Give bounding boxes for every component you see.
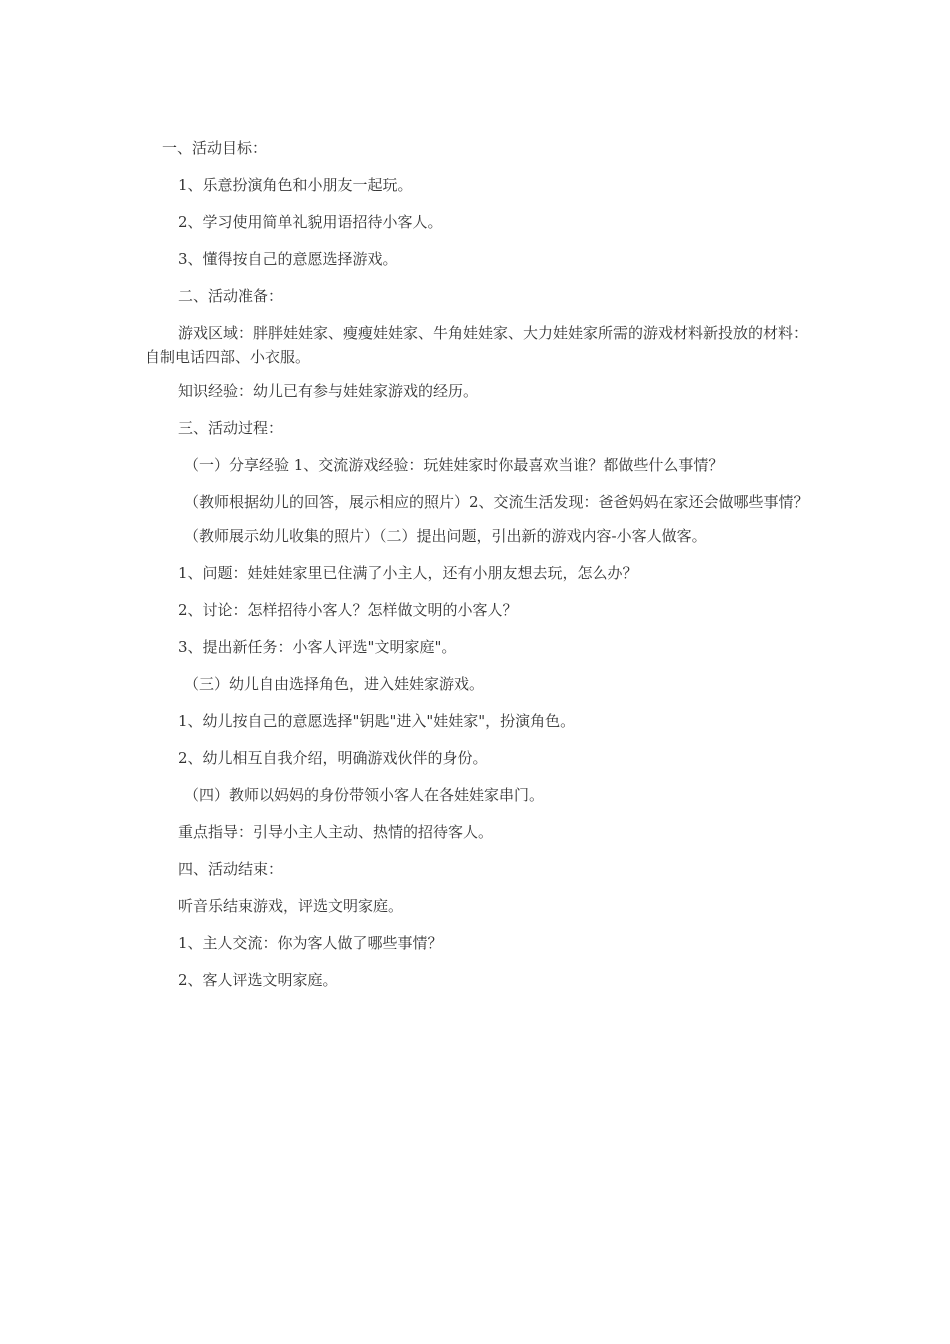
section-heading-preparation: 二、活动准备： xyxy=(178,287,284,305)
process-step-4: （四）教师以妈妈的身份带领小客人在各娃娃家串门。 xyxy=(184,786,545,804)
section-heading-process: 三、活动过程： xyxy=(178,419,284,437)
process-question: 1、问题：娃娃娃家里已住满了小主人，还有小朋友想去玩，怎么办？ xyxy=(178,564,638,582)
process-new-task: 3、提出新任务：小客人评选"文明家庭"。 xyxy=(178,638,457,656)
process-step-3-item-2: 2、幼儿相互自我介绍，明确游戏伙伴的身份。 xyxy=(178,749,488,767)
process-discussion: 2、讨论：怎样招待小客人？怎样做文明的小客人？ xyxy=(178,601,518,619)
goal-item-2: 2、学习使用简单礼貌用语招待小客人。 xyxy=(178,213,443,231)
process-step-1-note: （教师根据幼儿的回答，展示相应的照片）2、交流生活发现：爸爸妈妈在家还会做哪些事情？ xyxy=(184,493,809,511)
ending-item-2: 2、客人评选文明家庭。 xyxy=(178,971,338,989)
ending-intro: 听音乐结束游戏，评选文明家庭。 xyxy=(178,897,404,915)
goal-item-3: 3、懂得按自己的意愿选择游戏。 xyxy=(178,250,398,268)
process-step-3: （三）幼儿自由选择角色，进入娃娃家游戏。 xyxy=(184,675,485,693)
preparation-knowledge: 知识经验：幼儿已有参与娃娃家游戏的经历。 xyxy=(178,382,479,400)
goal-item-1: 1、乐意扮演角色和小朋友一起玩。 xyxy=(178,176,413,194)
process-step-1: （一）分享经验 1、交流游戏经验：玩娃娃家时你最喜欢当谁？都做些什么事情？ xyxy=(184,456,724,474)
process-step-2: （教师展示幼儿收集的照片）（二）提出问题，引出新的游戏内容-小客人做客。 xyxy=(184,527,707,545)
preparation-game-area: 游戏区域：胖胖娃娃家、瘦瘦娃娃家、牛角娃娃家、大力娃娃家所需的游戏材料新投放的材料：自制电话四部、小衣服。 xyxy=(145,324,809,366)
process-key-guidance: 重点指导：引导小主人主动、热情的招待客人。 xyxy=(178,823,494,841)
ending-item-1: 1、主人交流：你为客人做了哪些事情？ xyxy=(178,934,443,952)
section-heading-goals: 一、活动目标： xyxy=(162,139,268,157)
section-heading-ending: 四、活动结束： xyxy=(178,860,284,878)
process-step-3-item-1: 1、幼儿按自己的意愿选择"钥匙"进入"娃娃家"，扮演角色。 xyxy=(178,712,576,730)
document-body xyxy=(145,136,810,1005)
